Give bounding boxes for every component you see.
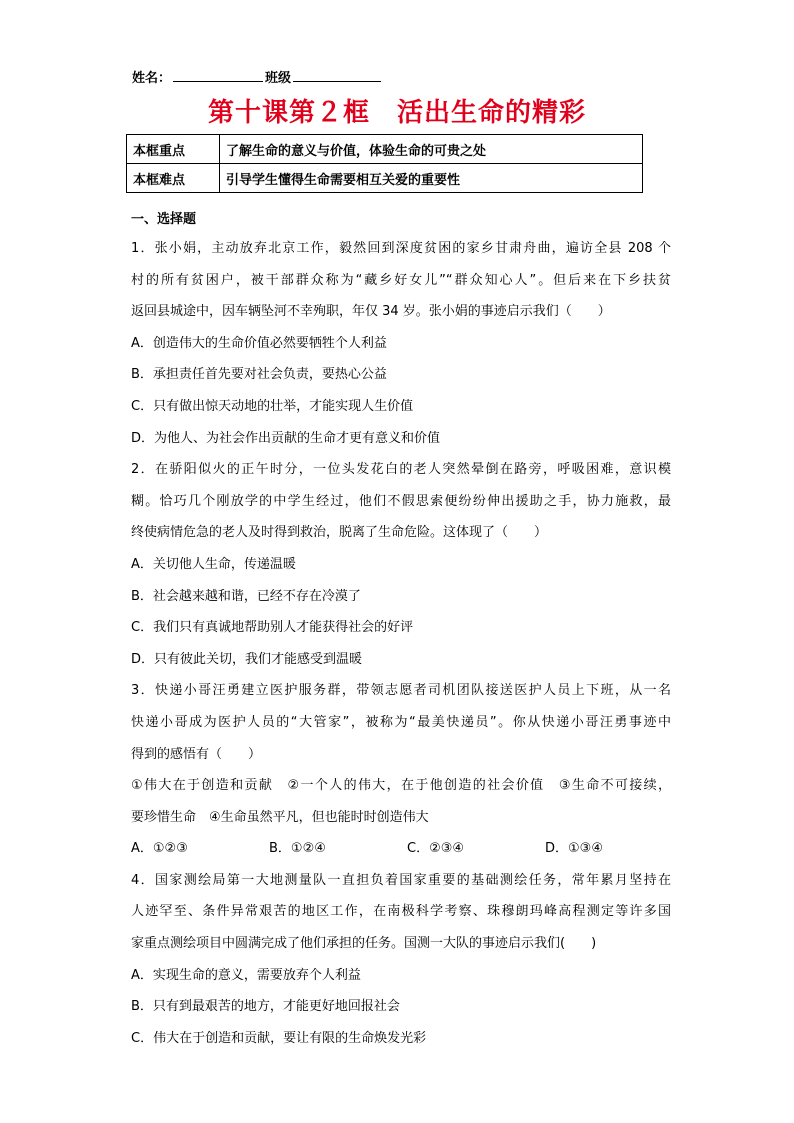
name-label: 姓名： — [132, 71, 172, 86]
focus-key: 本框重点 — [127, 135, 220, 164]
name-class-line — [132, 67, 381, 86]
question-3-statement-line: 要珍惜生命 ④生命虽然平凡，但也能时时创造伟大 — [131, 809, 429, 825]
question-3-option: D．①③④ — [545, 841, 603, 857]
question-3-options — [131, 833, 671, 865]
question-1-option: B．承担责任首先要对社会负责，要热心公益 — [131, 367, 387, 383]
focus-row — [127, 135, 643, 164]
class-blank — [293, 69, 381, 82]
question-1-option: C．只有做出惊天动地的壮举，才能实现人生价值 — [131, 398, 414, 414]
question-3-option: C．②③④ — [407, 841, 465, 857]
question-1-stem-line: 1．张小娟，主动放弃北京工作，毅然回到深度贫困的家乡甘肃舟曲，遍访全县 208 个 — [131, 241, 671, 256]
question-4-stem-line: 4．国家测绘局第一大地测量队一直担负着国家重要的基础测绘任务，常年累月坚持在 — [131, 872, 671, 888]
question-4-stem-line: 人迹罕至、条件异常艰苦的地区工作，在南极科学考察、珠穆朗玛峰高程测定等许多国 — [131, 904, 671, 920]
difficulty-key: 本框难点 — [127, 164, 220, 193]
difficulty-row — [127, 164, 643, 193]
focus-table — [126, 134, 643, 193]
question-4-option: A．实现生命的意义，需要放弃个人利益 — [131, 967, 361, 983]
question-3-stem-line: 快递小哥成为医护人员的“大管家”，被称为“最美快递员”。你从快递小哥汪勇事迹中 — [131, 714, 671, 730]
question-1-option: D．为他人、为社会作出贡献的生命才更有意义和价值 — [131, 430, 441, 446]
question-1-option: A．创造伟大的生命价值必然要牺牲个人利益 — [131, 335, 387, 351]
question-4-stem-line: 家重点测绘项目中圆满完成了他们承担的任务。国测一大队的事迹启示我们( ) — [131, 936, 597, 952]
name-blank — [173, 69, 263, 82]
question-1-stem-line: 返回县城途中，因车辆坠河不幸殉职，年仅 34 岁。张小娟的事迹启示我们（ ） — [131, 304, 611, 320]
difficulty-value: 引导学生懂得生命需要相互关爱的重要性 — [220, 164, 643, 193]
lesson-title: 第十课第２框 活出生命的精彩 — [207, 98, 586, 128]
focus-value: 了解生命的意义与价值，体验生命的可贵之处 — [220, 135, 643, 164]
question-2-option: A．关切他人生命，传递温暖 — [131, 556, 296, 572]
class-label: 班级 — [265, 71, 292, 86]
question-3-option: B．①②④ — [269, 841, 326, 857]
question-4-option: C．伟大在于创造和贡献，要让有限的生命焕发光彩 — [131, 1030, 427, 1046]
question-2-stem-line: 终使病情危急的老人及时得到救治，脱离了生命危险。这体现了（ ） — [131, 525, 548, 541]
question-2-option: D．只有彼此关切，我们才能感受到温暖 — [131, 651, 363, 667]
question-3-option: A．①②③ — [131, 841, 188, 857]
question-4-option: B．只有到最艰苦的地方，才能更好地回报社会 — [131, 999, 400, 1015]
question-3-statement-line: ①伟大在于创造和贡献 ②一个人的伟大，在于他创造的社会价值 ③生命不可接续， — [131, 778, 671, 794]
question-2-option: C．我们只有真诚地帮助别人才能获得社会的好评 — [131, 620, 414, 636]
section-heading: 一、选择题 — [131, 212, 197, 227]
question-1-stem-line: 村的所有贫困户，被干部群众称为“藏乡好女儿”“群众知心人”。但后来在下乡扶贫 — [131, 272, 671, 288]
question-3-stem-line: 3．快递小哥汪勇建立医护服务群，带领志愿者司机团队接送医护人员上下班，从一名 — [131, 683, 671, 699]
question-2-option: B．社会越来越和谐，已经不存在冷漠了 — [131, 588, 361, 604]
question-2-stem-line: 2．在骄阳似火的正午时分，一位头发花白的老人突然晕倒在路旁，呼吸困难，意识模 — [131, 462, 671, 478]
question-2-stem-line: 糊。恰巧几个刚放学的中学生经过，他们不假思索便纷纷伸出援助之手，协力施救，最 — [131, 493, 671, 509]
question-3-stem-line: 得到的感悟有（ ） — [131, 746, 262, 762]
question-list — [131, 233, 671, 1054]
